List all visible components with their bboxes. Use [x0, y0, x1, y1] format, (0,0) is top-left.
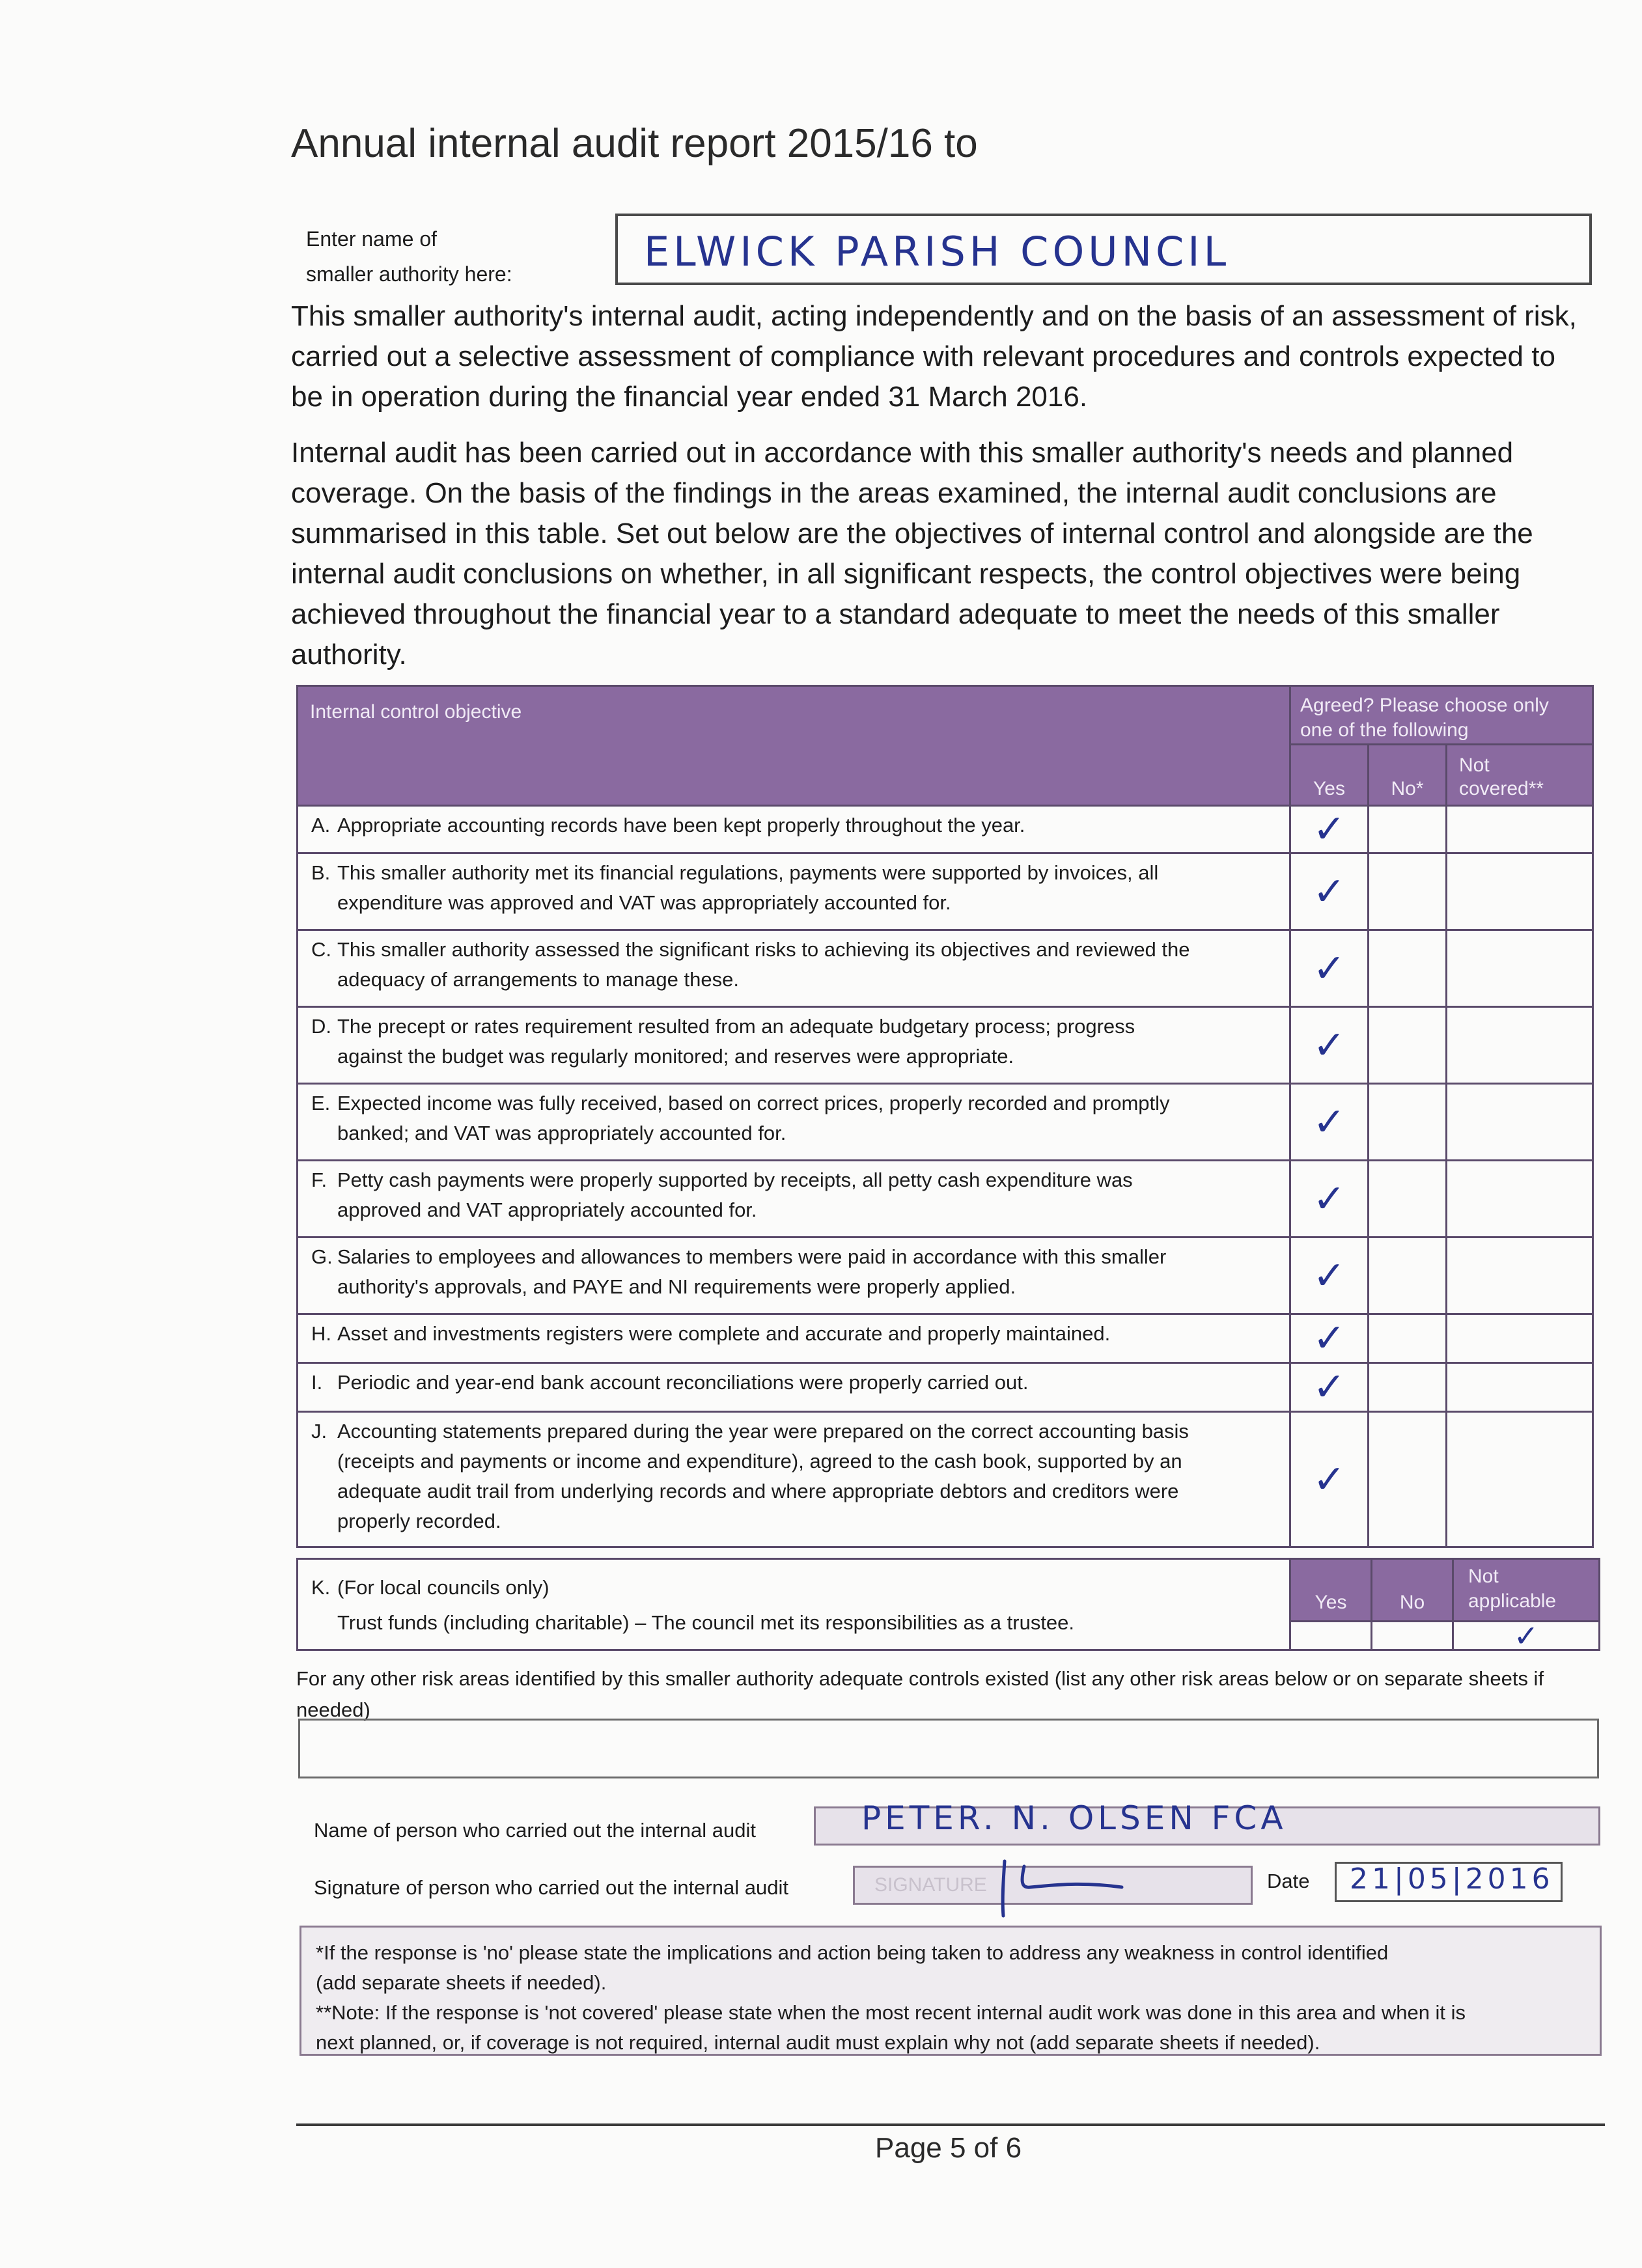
handwritten-signature [985, 1848, 1135, 1920]
tick-icon: ✓ [1513, 1618, 1539, 1653]
date-value: 21|05|2016 [1350, 1862, 1554, 1896]
tick-icon: ✓ [1313, 1364, 1346, 1410]
table-row [298, 1412, 1593, 1547]
objective-text [298, 930, 1290, 1007]
objective-line: properly recorded. [337, 1510, 501, 1532]
yes-checkbox[interactable] [1290, 1363, 1369, 1412]
signature-placeholder: SIGNATURE [874, 1874, 987, 1896]
authority-name-field[interactable] [615, 214, 1592, 285]
header-no: No* [1369, 745, 1447, 806]
objective-text [298, 853, 1290, 930]
objective-line: The precept or rates requirement resulted from an adequate budgetary process; progress [337, 1015, 1135, 1038]
table-row [298, 853, 1593, 930]
intro-paragraph-1: This smaller authority's internal audit, acting independently and on the basis of an assessment of risk, carried out a selective assessment of compliance with relevant procedures and controls expected to be in operation during the financial year ended 31 March 2016. [291, 300, 1577, 413]
no-checkbox[interactable] [1369, 1363, 1447, 1412]
not-covered-checkbox[interactable] [1447, 1363, 1593, 1412]
no-checkbox[interactable] [1369, 853, 1447, 930]
objective-line: against the budget was regularly monitored; and reserves were appropriate. [337, 1045, 1014, 1068]
header-internal-control-objective: Internal control objective [298, 686, 1290, 806]
k-yes-checkbox[interactable] [1290, 1622, 1372, 1650]
no-checkbox[interactable] [1369, 1007, 1447, 1084]
not-covered-checkbox[interactable] [1447, 806, 1593, 853]
tick-icon: ✓ [1313, 1252, 1346, 1299]
objective-line: Appropriate accounting records have been kept properly throughout the year. [337, 814, 1025, 837]
objective-text [298, 806, 1290, 853]
no-checkbox[interactable] [1369, 806, 1447, 853]
tick-icon: ✓ [1313, 1022, 1346, 1068]
auditor-name-value: PETER. N. OLSEN FCA [861, 1799, 1287, 1837]
k-header-not-applicable-line2: applicable [1468, 1590, 1557, 1612]
tick-icon: ✓ [1313, 945, 1346, 991]
not-covered-checkbox[interactable] [1447, 1314, 1593, 1363]
authority-name-label-line2: smaller authority here: [306, 262, 512, 286]
header-not-covered-line2: covered** [1459, 778, 1544, 799]
objective-line: This smaller authority met its financial regulations, payments were supported by invoices, all [337, 861, 1159, 884]
k-not-applicable-checkbox[interactable] [1453, 1618, 1600, 1653]
objective-letter: A. [311, 814, 331, 837]
signature-field[interactable] [853, 1866, 1253, 1905]
notes-box [299, 1926, 1602, 2056]
objective-line: expenditure was approved and VAT was appropriately accounted for. [337, 891, 951, 914]
objective-line: (receipts and payments or income and expenditure), agreed to the cash book, supported by an [337, 1450, 1182, 1473]
other-risks-field[interactable] [298, 1719, 1599, 1778]
not-covered-checkbox[interactable] [1447, 853, 1593, 930]
signature-label: Signature of person who carried out the internal audit [314, 1876, 788, 1899]
table-row [298, 1161, 1593, 1238]
objective-line: authority's approvals, and PAYE and NI requirements were properly applied. [337, 1275, 1016, 1298]
objective-text [298, 1238, 1290, 1314]
objective-line: adequacy of arrangements to manage these. [337, 968, 739, 991]
objective-letter: J. [311, 1420, 327, 1443]
objective-line: This smaller authority assessed the significant risks to achieving its objectives and reviewed the [337, 938, 1190, 961]
objective-letter: G. [311, 1245, 333, 1268]
objective-line: Petty cash payments were properly supported by receipts, all petty cash expenditure was [337, 1169, 1133, 1191]
note-not-covered-line1: **Note: If the response is 'not covered' please state when the most recent internal audit work was done in this area and when it is [316, 2001, 1466, 2024]
tick-icon: ✓ [1313, 1456, 1346, 1502]
objective-letter: H. [311, 1322, 331, 1345]
objective-letter: I. [311, 1371, 323, 1394]
table-row [298, 1363, 1593, 1412]
k-header-no: No [1372, 1559, 1453, 1622]
note-not-covered-line2: next planned, or, if coverage is not required, internal audit must explain why not (add separate sheets if needed). [316, 2031, 1320, 2054]
authority-name-label-line1: Enter name of [306, 227, 437, 251]
k-line2: Trust funds (including charitable) – The council met its responsibilities as a trustee. [337, 1611, 1075, 1634]
not-covered-checkbox[interactable] [1447, 1412, 1593, 1547]
yes-checkbox[interactable] [1290, 1412, 1369, 1547]
tick-icon: ✓ [1313, 1099, 1346, 1145]
authority-name-label [306, 221, 512, 292]
objective-line: Periodic and year-end bank account reconciliations were properly carried out. [337, 1371, 1029, 1394]
objective-letter: D. [311, 1015, 331, 1038]
objective-line: banked; and VAT was appropriately accounted for. [337, 1122, 786, 1144]
objective-line: approved and VAT appropriately accounted for. [337, 1198, 757, 1221]
objective-text [298, 1363, 1290, 1412]
objective-text [298, 1007, 1290, 1084]
k-no-checkbox[interactable] [1372, 1622, 1453, 1650]
objective-text [298, 1161, 1290, 1238]
yes-checkbox[interactable] [1290, 1007, 1369, 1084]
page-title: Annual internal audit report 2015/16 to [291, 121, 978, 166]
authority-name-value: ELWICK PARISH COUNCIL [644, 228, 1231, 275]
auditor-name-field[interactable] [814, 1799, 1600, 1846]
header-not-covered-line1: Not [1459, 754, 1490, 776]
yes-checkbox[interactable] [1290, 806, 1369, 853]
header-not-covered [1447, 745, 1593, 806]
k-letter: K. [311, 1576, 331, 1599]
note-no-line2: (add separate sheets if needed). [316, 1971, 607, 1994]
objective-text [298, 1084, 1290, 1161]
not-covered-checkbox[interactable] [1447, 930, 1593, 1007]
objective-letter: F. [311, 1169, 327, 1191]
yes-checkbox[interactable] [1290, 930, 1369, 1007]
control-objectives-table [296, 685, 1594, 1548]
auditor-name-label: Name of person who carried out the internal audit [314, 1819, 756, 1842]
other-risks-label: For any other risk areas identified by this smaller authority adequate controls existed (list any other risk areas below or on separate sheets if needed) [296, 1667, 1544, 1721]
yes-checkbox[interactable] [1290, 1314, 1369, 1363]
objective-letter: C. [311, 938, 331, 961]
table-row [298, 930, 1593, 1007]
table-row [298, 1314, 1593, 1363]
header-agreed: Agreed? Please choose only one of the following [1290, 686, 1593, 745]
no-checkbox[interactable] [1369, 930, 1447, 1007]
tick-icon: ✓ [1313, 1176, 1346, 1222]
not-covered-checkbox[interactable] [1447, 1084, 1593, 1161]
no-checkbox[interactable] [1369, 1238, 1447, 1314]
note-no-line1: *If the response is 'no' please state the implications and action being taken to address any weakness in control identified [316, 1941, 1389, 1964]
no-checkbox[interactable] [1369, 1412, 1447, 1547]
objective-letter: B. [311, 861, 331, 884]
k-objective-text [298, 1559, 1290, 1650]
objective-text [298, 1314, 1290, 1363]
no-checkbox[interactable] [1369, 1084, 1447, 1161]
trust-funds-table [296, 1558, 1600, 1651]
table-row [298, 1238, 1593, 1314]
objective-line: Salaries to employees and allowances to members were paid in accordance with this smaller [337, 1245, 1167, 1268]
objective-line: adequate audit trail from underlying records and where appropriate debtors and creditors were [337, 1480, 1179, 1502]
k-header-yes: Yes [1290, 1559, 1372, 1622]
yes-checkbox[interactable] [1290, 1238, 1369, 1314]
tick-icon: ✓ [1313, 807, 1346, 852]
intro-paragraph-2: Internal audit has been carried out in accordance with this smaller authority's needs and planned coverage. On the basis of the findings in the areas examined, the internal audit conclusions are summarised in this table. Set out below are the objectives of internal control and alongside are the internal audit conclusions on whether, in all significant respects, the control objectives were being achieved throughout the financial year to a standard adequate to meet the needs of this smaller authority. [291, 437, 1533, 671]
tick-icon: ✓ [1313, 1316, 1346, 1361]
not-covered-checkbox[interactable] [1447, 1007, 1593, 1084]
k-line1: (For local councils only) [337, 1576, 550, 1599]
yes-checkbox[interactable] [1290, 853, 1369, 930]
footer-divider [296, 2123, 1605, 2126]
objective-letter: E. [311, 1092, 331, 1114]
table-row [298, 1084, 1593, 1161]
no-checkbox[interactable] [1369, 1161, 1447, 1238]
k-header-not-applicable [1453, 1559, 1600, 1622]
not-covered-checkbox[interactable] [1447, 1238, 1593, 1314]
tick-icon: ✓ [1313, 868, 1346, 915]
date-label: Date [1267, 1870, 1310, 1892]
not-covered-checkbox[interactable] [1447, 1161, 1593, 1238]
yes-checkbox[interactable] [1290, 1084, 1369, 1161]
objective-line: Asset and investments registers were complete and accurate and properly maintained. [337, 1322, 1111, 1345]
no-checkbox[interactable] [1369, 1314, 1447, 1363]
page-number: Page 5 of 6 [875, 2132, 1022, 2164]
date-field[interactable] [1335, 1862, 1563, 1902]
objective-line: Expected income was fully received, based on correct prices, properly recorded and promptly [337, 1092, 1170, 1114]
table-row [298, 1007, 1593, 1084]
k-header-not-applicable-line1: Not [1468, 1566, 1499, 1587]
objective-line: Accounting statements prepared during the year were prepared on the correct accounting basis [337, 1420, 1189, 1443]
table-row [298, 806, 1593, 853]
header-yes: Yes [1290, 745, 1369, 806]
yes-checkbox[interactable] [1290, 1161, 1369, 1238]
objective-text [298, 1412, 1290, 1547]
